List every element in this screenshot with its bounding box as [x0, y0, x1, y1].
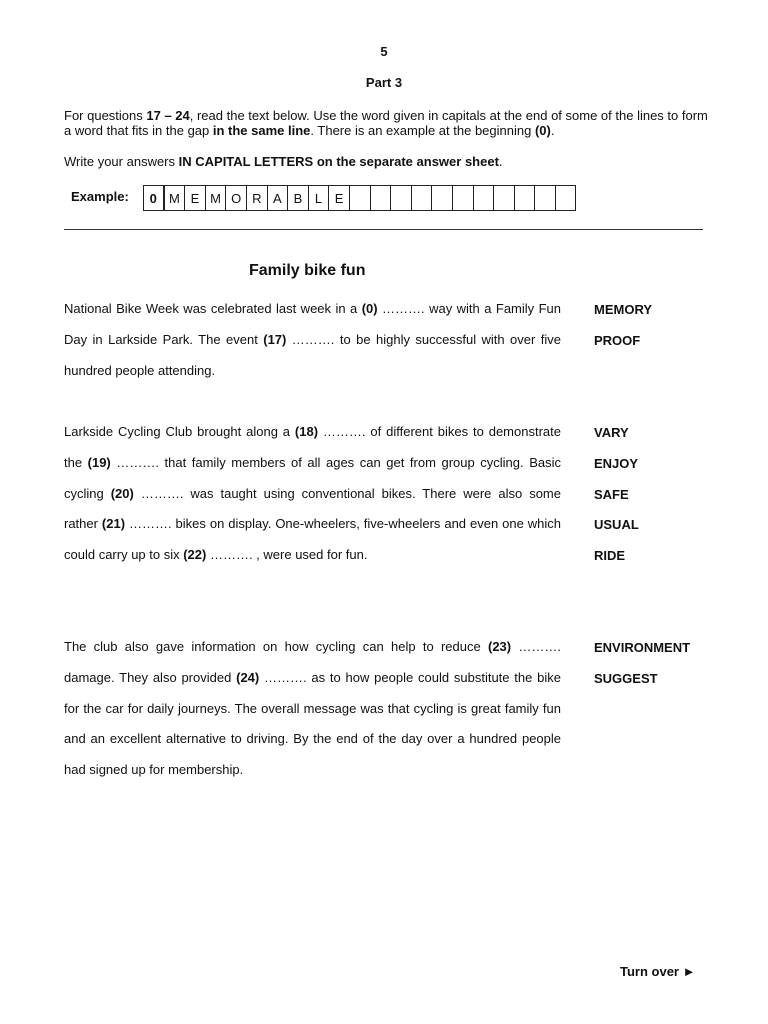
example-letter-cell — [391, 186, 412, 210]
gap-number: (0) — [361, 301, 378, 316]
keyword-proof: PROOF — [594, 333, 641, 348]
keyword-vary: VARY — [594, 425, 629, 440]
example-letter-cell: O — [226, 186, 247, 210]
example-letter-cell — [556, 186, 577, 210]
example-letter-cell — [371, 186, 392, 210]
question-range: 17 – 24 — [146, 108, 190, 123]
paragraph-3 — [64, 632, 561, 786]
text-run: ………. as to how people could substitute the bike for the car for daily journeys. The overall message was that cycling is great family fun and an excellent alternative to driving. By the end of the day over a hundred people had signed up for membership. — [64, 669, 561, 778]
example-letter-cell: R — [247, 186, 268, 210]
text-run: National Bike Week was celebrated last week in a — [64, 301, 362, 316]
text-run: ………. way with a Family Fun Day in Larkside Park. The event — [64, 301, 561, 347]
example-letter-cell — [453, 186, 474, 210]
turn-over-label: Turn over ► — [620, 964, 696, 979]
example-letter-cell: M — [206, 186, 227, 210]
text-run: ………. bikes on display. One-wheelers, five-wheelers and even one which could carry up to six — [64, 516, 561, 563]
example-letter-cell: L — [309, 186, 330, 210]
instr-text: . — [498, 154, 503, 169]
instr-emphasis: in the same line — [212, 123, 311, 138]
example-letter-cell: E — [185, 186, 206, 210]
keyword-usual: USUAL — [594, 517, 639, 532]
gap-number: (17) — [263, 331, 287, 347]
example-letter-cell — [474, 186, 495, 210]
page-number: 5 — [380, 44, 388, 59]
keyword-environment: ENVIRONMENT — [594, 640, 691, 655]
text-run: ………. to be highly successful with over five hundred people attending. — [64, 331, 561, 378]
example-letter-cell — [515, 186, 536, 210]
example-ref: (0) — [534, 123, 551, 138]
text-run: ………. of different bikes to demonstrate the — [64, 424, 561, 470]
instr-text: . There is an example at the beginning — [310, 123, 535, 138]
keyword-enjoy: ENJOY — [594, 456, 639, 471]
example-letter-cell — [432, 186, 453, 210]
example-number-cell: 0 — [144, 186, 165, 210]
gap-number: (20) — [110, 485, 134, 501]
example-letter-cell — [494, 186, 515, 210]
example-letter-cell: E — [329, 186, 350, 210]
divider — [64, 229, 703, 230]
text-run: ………. that family members of all ages can get from group cycling. Basic cycling — [64, 454, 561, 501]
example-letter-cell: B — [288, 186, 309, 210]
text-run: The club also gave information on how cycling can help to reduce — [64, 639, 488, 654]
text-run: ………. was taught using conventional bikes. There were also some rather — [64, 485, 561, 532]
example-letter-cell: A — [268, 186, 289, 210]
example-answer-grid — [143, 185, 576, 211]
instructions-line-2 — [64, 154, 714, 169]
instructions-line-1 — [64, 108, 714, 138]
gap-number: (18) — [294, 424, 319, 439]
text-run: ………. damage. They also provided — [64, 639, 561, 685]
paragraph-2 — [64, 417, 561, 571]
gap-number: (22) — [183, 547, 207, 563]
instr-emphasis: IN CAPITAL LETTERS on the separate answer sheet — [178, 154, 499, 169]
gap-number: (24) — [236, 669, 260, 685]
gap-number: (23) — [487, 639, 512, 654]
paragraph-1 — [64, 294, 561, 386]
keyword-ride: RIDE — [594, 548, 626, 563]
keyword-memory: MEMORY — [594, 302, 653, 317]
example-letter-cell — [350, 186, 371, 210]
instr-text: Write your answers — [64, 154, 179, 169]
text-title: Family bike fun — [249, 262, 366, 279]
example-label: Example: — [71, 189, 129, 204]
text-run: Larkside Cycling Club brought along a — [64, 424, 295, 439]
instr-text: For questions — [64, 108, 147, 123]
part-title: Part 3 — [365, 75, 403, 90]
gap-number: (19) — [87, 454, 111, 470]
instr-text: , read the text below. Use the word given in capitals at the end of some of the lines to form a word that fits in the gap — [64, 108, 708, 138]
keyword-suggest: SUGGEST — [594, 671, 658, 686]
text-run: ………. , were used for fun. — [206, 547, 368, 563]
example-letter-cell: M — [165, 186, 186, 210]
keyword-safe: SAFE — [594, 487, 629, 502]
example-letter-cell — [535, 186, 556, 210]
instr-text: . — [550, 123, 555, 138]
gap-number: (21) — [101, 516, 126, 532]
example-letter-cell — [412, 186, 433, 210]
